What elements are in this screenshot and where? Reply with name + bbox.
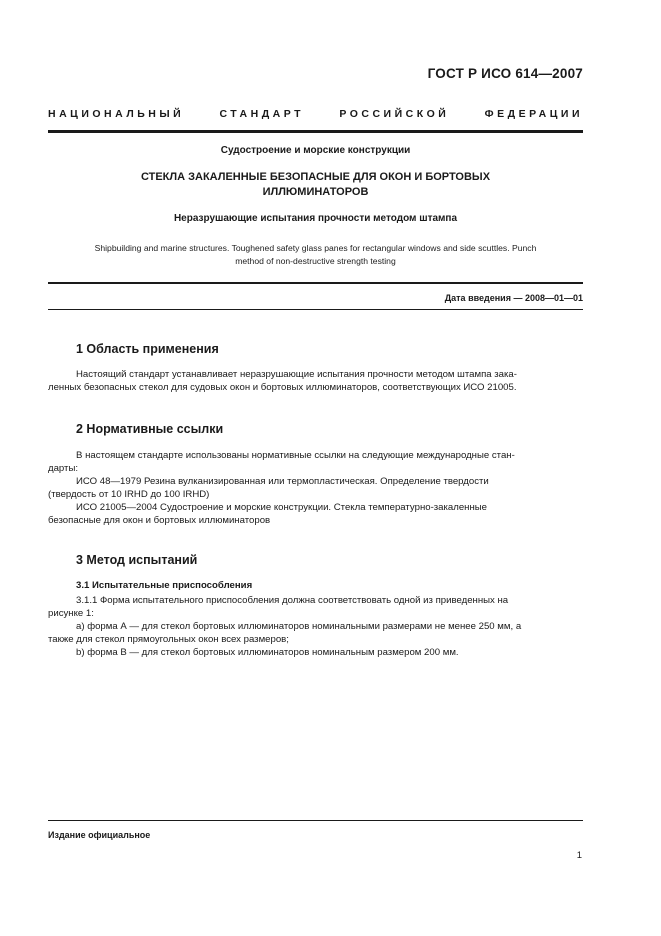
main-title-line-2: ИЛЛЮМИНАТОРОВ bbox=[262, 186, 369, 198]
english-title-line-1: Shipbuilding and marine structures. Toughened safety glass panes for rectangular windows and side scuttles. Punch bbox=[94, 243, 537, 253]
reference-1-line-1: ИСО 48—1979 Резина вулканизированная или термопластическая. Определение твердости bbox=[76, 476, 489, 487]
reference-2-line-1: ИСО 21005—2004 Судостроение и морские конструкции. Стекла температурно-закаленные bbox=[76, 502, 488, 513]
page-number: 1 bbox=[576, 850, 582, 861]
english-title bbox=[48, 242, 583, 268]
item-a-line-2: также для стекол прямоугольных окон всех размеров; bbox=[48, 634, 289, 645]
item-b-line-1: b) форма В — для стекол бортовых иллюминаторов номинальным размером 200 мм. bbox=[76, 647, 459, 658]
section-1-line-1: Настоящий стандарт устанавливает неразрушающие испытания прочности методом штампа зака- bbox=[76, 369, 517, 380]
national-standard-banner: НАЦИОНАЛЬНЫЙ СТАНДАРТ РОССИЙСКОЙ ФЕДЕРАЦИИ bbox=[48, 108, 583, 120]
section-3-heading: 3 Метод испытаний bbox=[76, 553, 198, 567]
section-1-text bbox=[48, 368, 583, 394]
document-number: ГОСТ Р ИСО 614—2007 bbox=[427, 66, 583, 81]
header-divider bbox=[48, 130, 583, 133]
main-title-line-1: СТЕКЛА ЗАКАЛЕННЫЕ БЕЗОПАСНЫЕ ДЛЯ ОКОН И БОРТОВЫХ bbox=[140, 171, 491, 183]
official-edition-label: Издание официальное bbox=[48, 830, 151, 840]
section-3-text bbox=[48, 594, 583, 659]
section-2-heading: 2 Нормативные ссылки bbox=[76, 422, 224, 436]
section-2-text bbox=[48, 449, 583, 527]
item-a-line-1: a) форма А — для стекол бортовых иллюминаторов номинальными размерами не менее 250 мм, а bbox=[76, 621, 522, 632]
date-divider bbox=[48, 309, 583, 310]
main-title bbox=[48, 170, 583, 200]
english-title-line-2: method of non-destructive strength testing bbox=[235, 256, 396, 266]
section-3-1-1-line-1: 3.1.1 Форма испытательного приспособления должна соответствовать одной из приведенных на bbox=[76, 595, 509, 606]
title-divider bbox=[48, 282, 583, 284]
subject-title: Судостроение и морские конструкции bbox=[220, 145, 411, 156]
section-3-1-1-line-2: рисунке 1: bbox=[48, 608, 94, 619]
section-3-1-heading: 3.1 Испытательные приспособления bbox=[76, 580, 253, 591]
reference-1-line-2: (твердость от 10 IRHD до 100 IRHD) bbox=[48, 489, 210, 500]
section-1-line-2: ленных безопасных стекол для судовых окон и бортовых иллюминаторов, соответствующих ИСО 21005. bbox=[48, 382, 517, 393]
section-2-line-1: В настоящем стандарте использованы нормативные ссылки на следующие международные стан- bbox=[76, 450, 515, 461]
section-1-heading: 1 Область применения bbox=[76, 342, 219, 356]
footer-divider bbox=[48, 820, 583, 821]
section-2-line-2: дарты: bbox=[48, 463, 79, 474]
method-title: Неразрушающие испытания прочности методом штампа bbox=[173, 213, 458, 224]
introduction-date: Дата введения — 2008—01—01 bbox=[444, 293, 583, 303]
reference-2-line-2: безопасные для окон и бортовых иллюминаторов bbox=[48, 515, 271, 526]
